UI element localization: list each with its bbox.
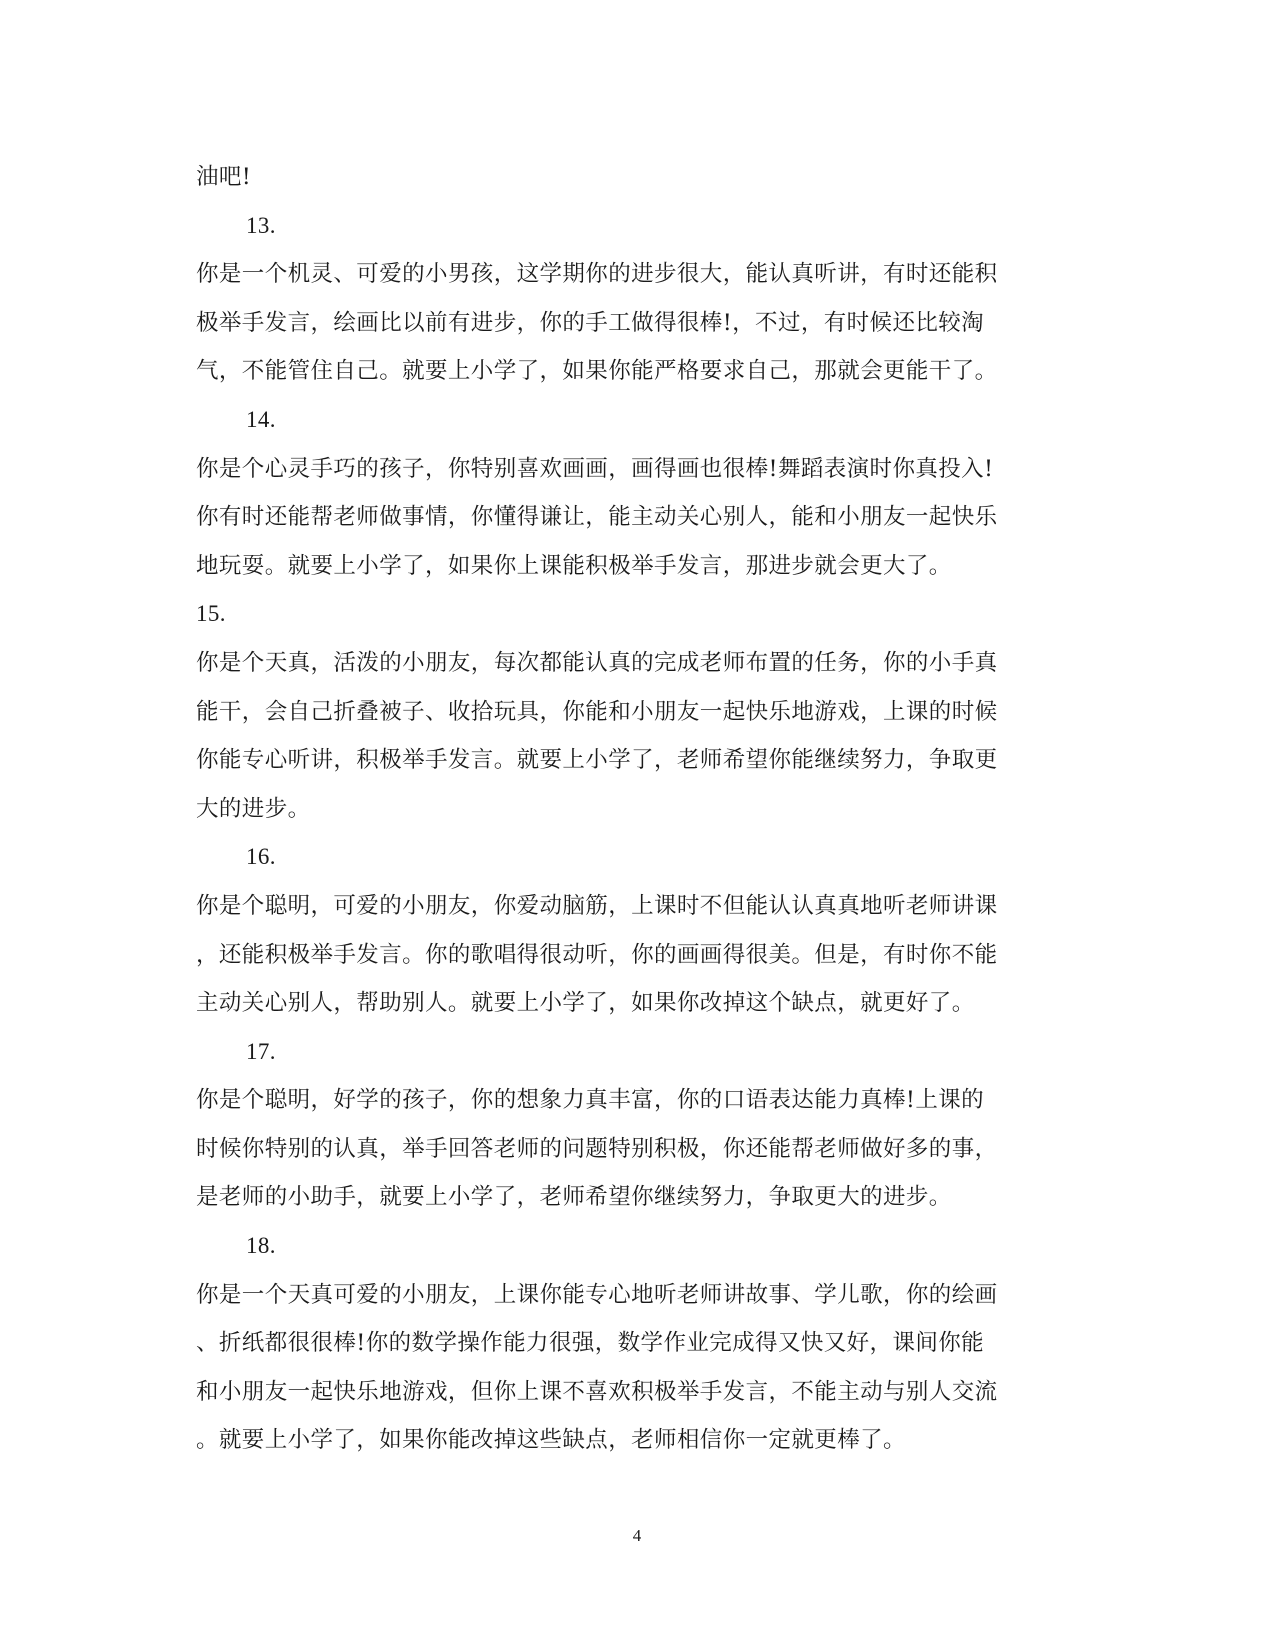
paragraph-line: 你是个聪明，好学的孩子，你的想象力真丰富，你的口语表达能力真棒!上课的	[196, 1087, 985, 1114]
item-number: 17.	[246, 1038, 276, 1064]
page-number: 4	[632, 1526, 642, 1545]
paragraph-line: 油吧!	[196, 164, 252, 190]
paragraph-line: 你是个心灵手巧的孩子，你特别喜欢画画，画得画也很棒!舞蹈表演时你真投入!	[196, 455, 994, 482]
paragraph-line: 你有时还能帮老师做事情，你懂得谦让，能主动关心别人，能和小朋友一起快乐	[196, 504, 998, 531]
item-number: 18.	[246, 1233, 276, 1259]
paragraph-line: 你是个聪明，可爱的小朋友，你爱动脑筋，上课时不但能认认真真地听老师讲课	[196, 892, 998, 919]
paragraph-line: 是老师的小助手，就要上小学了，老师希望你继续努力，争取更大的进步。	[196, 1184, 952, 1211]
paragraph-line: 你是个天真，活泼的小朋友，每次都能认真的完成老师布置的任务，你的小手真	[196, 649, 998, 676]
item-number: 14.	[246, 406, 276, 432]
paragraph-line: 能干，会自己折叠被子、收拾玩具，你能和小朋友一起快乐地游戏，上课的时候	[196, 698, 998, 725]
paragraph-line: 气，不能管住自己。就要上小学了，如果你能严格要求自己，那就会更能干了。	[196, 358, 998, 385]
paragraph-line: ，还能积极举手发言。你的歌唱得很动听，你的画画得很美。但是，有时你不能	[196, 941, 998, 968]
paragraph-line: 极举手发言，绘画比以前有进步，你的手工做得很棒!，不过，有时候还比较淘	[196, 309, 985, 336]
paragraph-line: 地玩耍。就要上小学了，如果你上课能积极举手发言，那进步就会更大了。	[196, 552, 952, 579]
paragraph-line: 和小朋友一起快乐地游戏，但你上课不喜欢积极举手发言，不能主动与别人交流	[196, 1378, 998, 1405]
paragraph-line: 你是一个天真可爱的小朋友，上课你能专心地听老师讲故事、学儿歌，你的绘画	[196, 1281, 998, 1308]
paragraph-line: 大的进步。	[196, 795, 311, 822]
document-body	[196, 153, 1076, 1465]
item-number: 13.	[246, 212, 276, 238]
paragraph-line: 你能专心听讲，积极举手发言。就要上小学了，老师希望你能继续努力，争取更	[196, 747, 998, 774]
item-number: 16.	[246, 844, 276, 870]
paragraph-line: 。就要上小学了，如果你能改掉这些缺点，老师相信你一定就更棒了。	[196, 1427, 906, 1454]
paragraph-line: 主动关心别人，帮助别人。就要上小学了，如果你改掉这个缺点，就更好了。	[196, 990, 975, 1017]
paragraph-line: 你是一个机灵、可爱的小男孩，这学期你的进步很大，能认真听讲，有时还能积	[196, 261, 998, 288]
item-number: 15.	[196, 601, 226, 627]
paragraph-line: 时候你特别的认真，举手回答老师的问题特别积极，你还能帮老师做好多的事，	[196, 1135, 998, 1162]
paragraph-line: 、折纸都很很棒!你的数学操作能力很强，数学作业完成得又快又好，课间你能	[196, 1330, 985, 1357]
